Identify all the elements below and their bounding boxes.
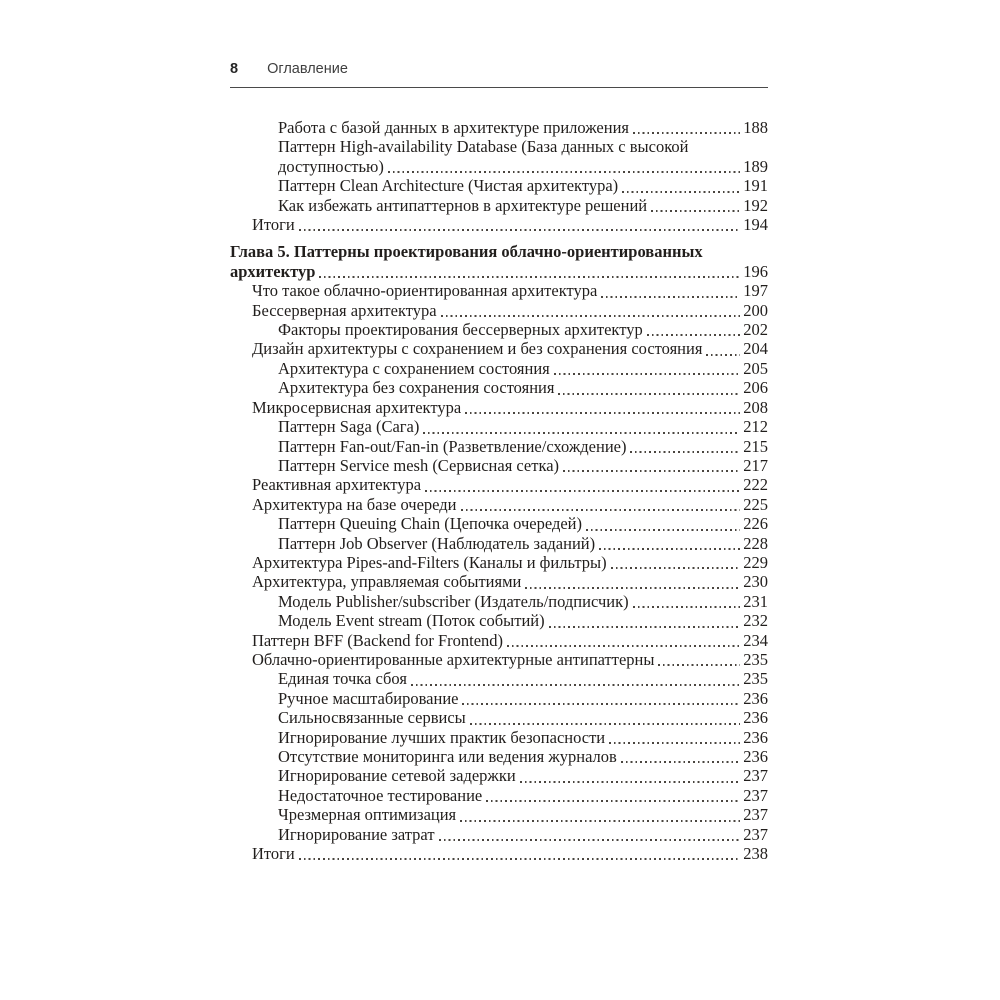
- toc-entry-row: [278, 805, 768, 824]
- toc-entry-line: Паттерн High-availability Database (База данных с высокой: [278, 137, 689, 157]
- toc-entry-page: 222: [743, 475, 768, 495]
- toc-entry-page: 232: [743, 611, 768, 631]
- toc-entry-page: 197: [743, 281, 768, 301]
- toc-entry-title: Итоги: [252, 215, 295, 235]
- toc-entry-row: [252, 281, 768, 300]
- toc-entry-row: [278, 669, 768, 688]
- toc-entry-title: Бессерверная архитектура: [252, 300, 437, 320]
- toc-entry-title: Паттерн Clean Architecture (Чистая архитектура): [278, 176, 619, 196]
- toc-entry-page: 235: [743, 649, 768, 669]
- toc-entry-title: Паттерн BFF (Backend for Frontend): [252, 630, 504, 650]
- dot-leader: [525, 587, 740, 589]
- toc-entry-title: Архитектура с сохранением состояния: [278, 358, 550, 378]
- toc-entry-row: [278, 747, 768, 766]
- dot-leader: [319, 276, 740, 278]
- dot-leader: [461, 509, 741, 511]
- toc-entry-title: Модель Event stream (Поток событий): [278, 611, 545, 631]
- toc-entry: [230, 631, 768, 650]
- toc-entry-row: [252, 495, 768, 514]
- toc-entry-row: [252, 650, 768, 669]
- toc-entry-title: Архитектура без сохранения состояния: [278, 378, 555, 398]
- toc-entry: [230, 281, 768, 300]
- dot-leader: [609, 742, 740, 744]
- header-title: Оглавление: [267, 61, 348, 77]
- toc-entry: [230, 650, 768, 669]
- toc-entry-row: [278, 611, 768, 630]
- dot-leader: [465, 412, 740, 414]
- toc-entry: [230, 766, 768, 785]
- toc-entry-title: Сильносвязанные сервисы: [278, 708, 466, 728]
- toc-entry-page: 236: [743, 727, 768, 747]
- toc-entry-row: [252, 215, 768, 234]
- toc-entry-page: 206: [743, 378, 768, 398]
- dot-leader: [586, 529, 740, 531]
- toc-entry-wrapped-lines: [278, 137, 768, 156]
- toc-entry-page: 235: [743, 669, 768, 689]
- toc-entry: [230, 669, 768, 688]
- dot-leader: [633, 606, 741, 608]
- toc-entry: [230, 825, 768, 844]
- header-page-number: 8: [230, 61, 239, 77]
- dot-leader: [507, 645, 740, 647]
- toc-entry-row: [278, 320, 768, 339]
- toc-entry-title: Что такое облачно-ориентированная архитектура: [252, 281, 598, 301]
- toc-entry: [230, 359, 768, 378]
- toc-entry: [230, 495, 768, 514]
- toc-entry-page: 234: [743, 630, 768, 650]
- toc-entry-title: Облачно-ориентированные архитектурные антипаттерны: [252, 649, 655, 669]
- toc-entry: [230, 378, 768, 397]
- toc-entry: [230, 242, 768, 281]
- toc-entry-row: [278, 728, 768, 747]
- toc-entry-title: Дизайн архитектуры с сохранением и без сохранения состояния: [252, 339, 703, 359]
- toc-entry-page: 194: [743, 215, 768, 235]
- dot-leader: [299, 858, 740, 860]
- toc-entry-row: [278, 592, 768, 611]
- toc-entry-title: Паттерн Service mesh (Сервисная сетка): [278, 455, 560, 475]
- dot-leader: [563, 470, 740, 472]
- toc-entry-wrapped-lines: [230, 242, 768, 261]
- toc-entry-page: 202: [743, 320, 768, 340]
- toc-entry-page: 217: [743, 455, 768, 475]
- toc-entry-title: архитектур: [230, 261, 316, 281]
- toc-entry-title: Игнорирование лучших практик безопасности: [278, 727, 606, 747]
- toc-entry-title: Модель Publisher/subscriber (Издатель/подписчик): [278, 591, 629, 611]
- dot-leader: [439, 839, 741, 841]
- toc-entry-page: 200: [743, 300, 768, 320]
- dot-leader: [558, 393, 740, 395]
- toc-entry-row: [278, 708, 768, 727]
- toc-entry: [230, 805, 768, 824]
- dot-leader: [299, 229, 740, 231]
- toc-entry: [230, 611, 768, 630]
- toc-entry-title: Ручное масштабирование: [278, 688, 459, 708]
- toc-entry-row: [278, 378, 768, 397]
- page-content: [230, 60, 768, 863]
- dot-leader: [425, 490, 740, 492]
- toc-entry-title: Игнорирование сетевой задержки: [278, 766, 516, 786]
- toc-entry-row: [252, 631, 768, 650]
- toc-entry: [230, 118, 768, 137]
- toc-entry-title: Паттерн Fan-out/Fan-in (Разветвление/схождение): [278, 436, 627, 456]
- dot-leader: [706, 354, 740, 356]
- toc-entry-title: Паттерн Queuing Chain (Цепочка очередей): [278, 514, 582, 534]
- toc-entry-page: 191: [743, 176, 768, 196]
- dot-leader: [549, 626, 741, 628]
- toc-entry: [230, 176, 768, 195]
- toc-entry-title: Паттерн Job Observer (Наблюдатель заданий): [278, 533, 596, 553]
- toc-entry-title: Микросервисная архитектура: [252, 397, 462, 417]
- toc-entry-row: [278, 118, 768, 137]
- toc-entry-page: 238: [743, 844, 768, 864]
- toc-entry-page: 212: [743, 417, 768, 437]
- dot-leader: [411, 684, 740, 686]
- toc-entry-row: [278, 359, 768, 378]
- toc-entry: [230, 475, 768, 494]
- header-rule: [230, 87, 768, 88]
- toc-entry-page: 237: [743, 766, 768, 786]
- toc-entry-row: [278, 786, 768, 805]
- dot-leader: [601, 296, 740, 298]
- toc-entry: [230, 592, 768, 611]
- toc-entry: [230, 747, 768, 766]
- toc-entry-page: 215: [743, 436, 768, 456]
- toc-entry-page: 205: [743, 358, 768, 378]
- toc-list: [230, 118, 768, 863]
- dot-leader: [486, 800, 740, 802]
- toc-entry-row: [230, 262, 768, 281]
- toc-entry-row: [252, 572, 768, 591]
- toc-entry-title: Недостаточное тестирование: [278, 785, 483, 805]
- toc-entry-title: Отсутствие мониторинга или ведения журналов: [278, 747, 617, 766]
- toc-entry-page: 229: [743, 552, 768, 572]
- dot-leader: [470, 723, 741, 725]
- toc-entry-title: Архитектура, управляемая событиями: [252, 572, 522, 592]
- toc-entry-page: 192: [743, 195, 768, 215]
- toc-entry-page: 236: [743, 688, 768, 708]
- toc-entry-title: Итоги: [252, 844, 295, 864]
- toc-entry-page: 188: [743, 118, 768, 137]
- toc-entry-row: [278, 196, 768, 215]
- toc-entry: [230, 301, 768, 320]
- toc-entry-page: 225: [743, 494, 768, 514]
- toc-entry-line: Глава 5. Паттерны проектирования облачно-ориентированных: [230, 242, 703, 262]
- toc-entry-title: доступностью): [278, 156, 384, 176]
- toc-entry-page: 228: [743, 533, 768, 553]
- toc-entry-title: Как избежать антипаттернов в архитектуре решений: [278, 195, 648, 215]
- dot-leader: [633, 132, 740, 134]
- toc-entry: [230, 320, 768, 339]
- toc-entry-title: Игнорирование затрат: [278, 824, 435, 844]
- toc-entry: [230, 572, 768, 591]
- toc-entry-row: [252, 339, 768, 358]
- toc-entry-title: Единая точка сбоя: [278, 669, 407, 689]
- toc-entry-page: 237: [743, 785, 768, 805]
- toc-entry-page: 189: [743, 156, 768, 176]
- toc-entry-title: Архитектура Pipes-and-Filters (Каналы и фильтры): [252, 552, 607, 572]
- toc-entry-row: [278, 514, 768, 533]
- toc-entry-title: Архитектура на базе очереди: [252, 494, 457, 514]
- toc-entry-page: 208: [743, 397, 768, 417]
- dot-leader: [423, 432, 740, 434]
- toc-entry-row: [278, 534, 768, 553]
- toc-entry-title: Работа с базой данных в архитектуре приложения: [278, 118, 630, 137]
- dot-leader: [462, 703, 740, 705]
- toc-entry-title: Чрезмерная оптимизация: [278, 805, 457, 825]
- toc-entry: [230, 844, 768, 863]
- toc-entry-page: 236: [743, 708, 768, 728]
- toc-entry-row: [278, 437, 768, 456]
- dot-leader: [554, 373, 741, 375]
- toc-entry: [230, 534, 768, 553]
- running-header: [230, 60, 768, 87]
- dot-leader: [460, 820, 740, 822]
- toc-entry: [230, 786, 768, 805]
- toc-entry-page: 196: [743, 261, 768, 281]
- toc-entry-page: 230: [743, 572, 768, 592]
- dot-leader: [622, 191, 740, 193]
- toc-entry: [230, 514, 768, 533]
- toc-entry-row: [278, 417, 768, 436]
- toc-entry: [230, 689, 768, 708]
- toc-entry: [230, 437, 768, 456]
- dot-leader: [651, 210, 740, 212]
- toc-entry-page: 236: [743, 747, 768, 766]
- dot-leader: [630, 451, 740, 453]
- toc-entry-row: [278, 689, 768, 708]
- toc-entry-row: [252, 301, 768, 320]
- toc-entry-page: 237: [743, 824, 768, 844]
- toc-entry: [230, 708, 768, 727]
- toc-entry-row: [278, 825, 768, 844]
- toc-entry-title: Факторы проектирования бессерверных архитектур: [278, 320, 643, 340]
- toc-entry-title: Паттерн Saga (Сага): [278, 417, 420, 437]
- toc-entry-row: [252, 844, 768, 863]
- toc-entry: [230, 196, 768, 215]
- toc-entry: [230, 137, 768, 176]
- toc-entry-row: [278, 766, 768, 785]
- dot-leader: [647, 334, 741, 336]
- toc-entry: [230, 456, 768, 475]
- dot-leader: [621, 761, 740, 763]
- toc-entry: [230, 339, 768, 358]
- dot-leader: [441, 315, 741, 317]
- dot-leader: [520, 781, 741, 783]
- toc-entry-page: 226: [743, 514, 768, 534]
- toc-entry: [230, 215, 768, 234]
- toc-entry-row: [278, 176, 768, 195]
- toc-entry: [230, 728, 768, 747]
- dot-leader: [658, 664, 740, 666]
- dot-leader: [599, 548, 740, 550]
- toc-entry-page: 237: [743, 805, 768, 825]
- toc-entry-row: [252, 398, 768, 417]
- dot-leader: [611, 567, 741, 569]
- toc-entry-page: 204: [743, 339, 768, 359]
- toc-entry-row: [252, 475, 768, 494]
- toc-entry-row: [278, 157, 768, 176]
- toc-entry-title: Реактивная архитектура: [252, 475, 422, 495]
- dot-leader: [388, 171, 740, 173]
- toc-entry-row: [278, 456, 768, 475]
- toc-entry: [230, 553, 768, 572]
- toc-entry: [230, 417, 768, 436]
- toc-entry-page: 231: [743, 591, 768, 611]
- toc-entry: [230, 398, 768, 417]
- toc-entry-row: [252, 553, 768, 572]
